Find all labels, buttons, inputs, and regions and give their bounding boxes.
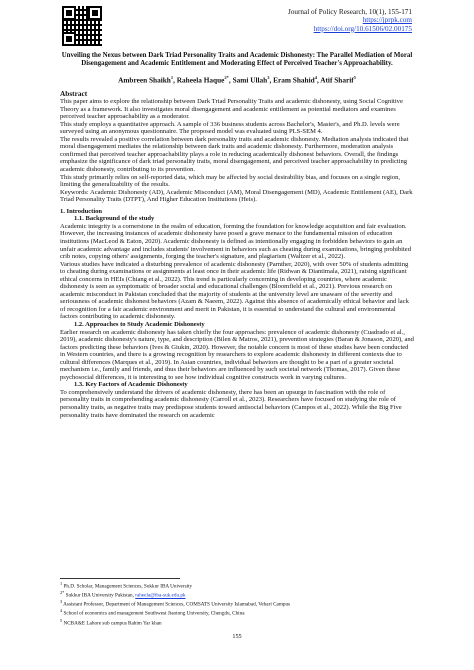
qr-code-icon [62,6,102,46]
author-list: Ambreen Shaikh$^1$, Raheela Haque$^{2*}$, Sami Ullah$^3$, Eram Shahid$^4$, Atif Sharif$^5$ [118,74,356,85]
footnote-mark: 3 [60,599,63,605]
page-number: 155 [232,633,242,640]
author-name: Raheela Haque [176,75,225,85]
author-affiliation-mark: 4 [314,74,317,80]
paragraph: Earlier research on academic dishonesty has taken chiefly the four approaches: prevalence of academic dishonesty (Cuadrado et al., 2019), academic dishonesty's nature, type, and description (Bilen & Matros, 2021), prevention strategies (Baran & Jonason, 2020), and factors predicting these behaviors (Ives & Giukin, 2020). However, the notable concern is most of these studies have been conducted in Western countries, and there is a growing recognition by researchers to explore academic dishonesty in different contexts due to cultural differences (Marques et al., 2019). In Asian countries, individual behaviors are thought to be a part of a greater societal mechanism i.e., family and friends, and thus their behaviors are influenced by such societal network (Thomas, 2017). Given these psychosocial differences, it is interesting to see how individual cognitive constructs work in varying cultures. [60,328,414,381]
author-affiliation-mark: 3 [267,74,270,80]
main-content [60,52,414,419]
footnote-text: Ph.D. Scholar, Management Sciences, Sukkur IBA University [62,583,193,590]
paragraph: This paper aims to explore the relationship between Dark Triad Personality Traits and academic dishonesty, using Social Cognitive Theory as a framework. It also investigates moral disengagement and academic entitlement as potential mediators and examines perceived teacher approachability as a moderator. [60,98,403,121]
paper-title: Unveiling the Nexus between Dark Triad Personality Traits and Academic Dishonesty: The Parallel Mediation of Moral Disengagement and Academic Entitlement and Moderating Effect of Perceived Teacher's Approachability. [61,52,413,67]
footnote-list [60,581,414,627]
footnote-text: NCBA&E Lahore sub campus Rahim Yar khan [62,620,162,627]
author-name: Ambreen Shaikh [118,75,171,85]
section-background-body [60,223,414,321]
footnote-mark: 1 [60,581,63,586]
section-approaches-heading: 1.2. Approaches to Study Academic Dishonesty [74,320,205,328]
footnote-item [60,590,414,599]
journal-header [288,8,412,33]
paragraph: This study primarily relies on self-reported data, which may be affected by social desirability bias, and focuses on a single region, limiting the generalizability of the results. [60,173,401,189]
paragraph: To comprehensively understand the drivers of academic dishonesty, there has been an upsurge in fascination with the role of personality traits in comprehending academic dishonesty (Carroll et al., 2023). Researchers have focused on studying the role of personality traits, as negative traits may predispose students toward antisocial behaviors (Campos et al., 2022). While the Big Five personality traits have dominated the research on academic [60,388,402,419]
journal-citation: Journal of Policy Research, 10(1), 155-171 [288,8,412,16]
journal-website-link[interactable]: https://jprpk.com [362,16,412,25]
footnotes [60,578,414,627]
footnote-mark: 4 [60,608,63,614]
section-approaches-body [60,329,414,382]
footnote-item [60,608,414,617]
section-key-factors-body [60,389,414,419]
paragraph: This study employs a quantitative approach. A sample of 336 business students across Bachelor's, Master's, and Ph.D. levels were surveyed using an anonymous questionnaire. The proposed model was evaluated using PLS-SEM 4. [60,120,400,136]
abstract-heading: Abstract [60,88,88,98]
abstract-body [60,98,414,204]
paragraph: Various studies have indicated a disturbing prevalence of academic dishonesty (Parnther, 2020), with over 50% of students admitting to cheating during examinations or assignments at least once in their academic life (Ridwan & Diantimala, 2021), raising significant ethical concerns in HEIs (Chiang et al., 2022). This trend is particularly concerning in developing countries, where academic dishonesty is seen as symptomatic of broader social and educational challenges (Bloomfield et al., 2021). Previous research on academic misconduct in Pakistan concluded that the majority of students at the university level are unaware of the severity and seriousness of academic dishonest behaviors (Azam & Naeem, 2022). Against this absence of academically ethical behavior and lack of recognition for a fair academic environment and merit in Pakistan, it is essential to understand the cultural and environmental factors contributing to academic dishonesty. [60,260,409,321]
footnote-divider [60,578,180,579]
paragraph: Academic integrity is a cornerstone in the realm of education, forming the foundation for knowledge acquisition and fair evaluation. However, the increasing instances of academic dishonesty have posed a grave menace to the fundamental mission of education institutions (MacLeod & Eaton, 2020). Academic dishonesty is defined as intentionally engaging in forbidden behaviors to gain an unfair academic advantage and includes students' involvement in behaviors such as cheating during examinations, bringing prohibited crib notes, copying others' assignments, forging the teacher's signature, and plagiarism (Waltzer et al., 2022). [60,222,411,261]
author-affiliation-mark: 2* [224,74,229,80]
footnote-item [60,618,414,627]
section-key-factors-heading: 1.3. Key Factors of Academic Dishonesty [74,381,188,389]
footnote-mark: 5 [60,617,63,623]
footnote-text: Assistant Professor, Department of Management Sciences, COMSATS University Islamabad, Vehari Campus [62,602,291,609]
footnote-text: School of economics and management Southwest Jiaotong University, Chengdu, China [62,611,245,618]
author-affiliation-mark: 1 [170,74,174,80]
paragraph: The results revealed a positive correlation between dark personality traits and academic dishonesty. Mediation analysis indicated that moral disengagement mediates the relationship between dark traits and academic dishonesty. Furthermore, moderation analysis confirmed that perceived teacher approachability plays a role in reducing academically dishonest behaviors. Overall, the findings emphasize the significance of dark triad personality traits, moral disengagement, and perceived teacher approachability in predicting academic dishonesty, contributing to its prevention. [60,135,409,174]
section-background-heading: 1.1. Background of the study [74,215,155,223]
footnote-email-link[interactable]: raheela@iba-suk.edu.pk [135,592,186,599]
author-affiliation-mark: 5 [353,74,356,80]
paragraph: Keywords: Academic Dishonesty (AD), Academic Misconduct (AM), Moral Disengagement (MD), Academic Entitlement (AE), Dark Triad Personality Traits (DTPT), And Higher Education Institutions (Heis). [60,188,413,204]
footnote-mark: 2* [60,590,65,596]
section-introduction-heading: 1. Introduction [60,207,103,215]
footnote-item [60,581,414,590]
author-name: Atif Sharif [320,75,354,85]
author-name: Eram Shahid [273,75,315,85]
footnote-text: Sukkur IBA University Pakistan, [64,592,136,599]
author-name: Sami Ullah [232,75,268,85]
footnote-item [60,599,414,608]
doi-link[interactable]: https://doi.org/10.61506/02.00175 [313,24,412,33]
